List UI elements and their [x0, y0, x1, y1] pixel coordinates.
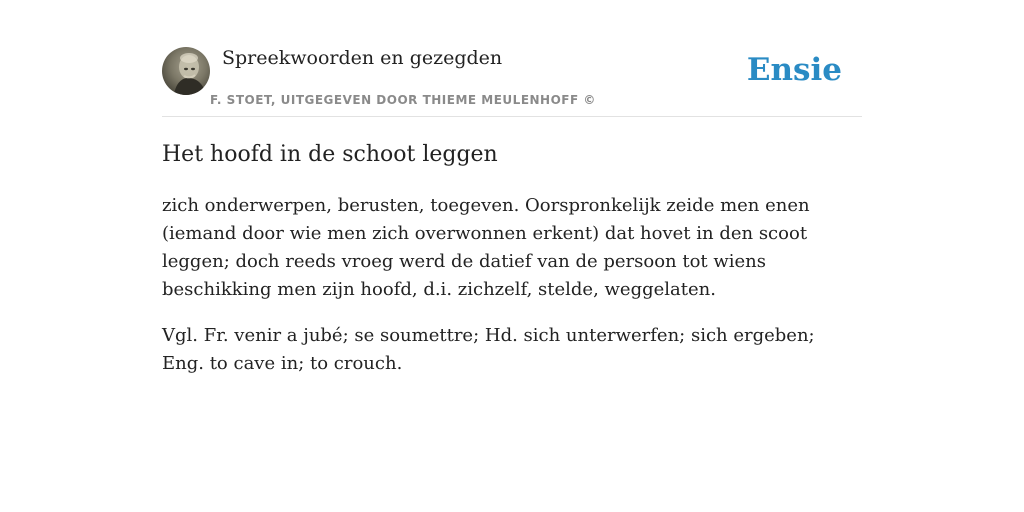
- brand-logo[interactable]: Ensie: [746, 52, 842, 88]
- entry-paragraph: zich onderwerpen, berusten, toegeven. Oorspronkelijk zeide men enen (iemand door wie men zich overwonnen erkent) dat hovet in den scoot leggen; doch reeds vroeg werd de datief van de persoon tot wiens beschikking men zijn hoofd, d.i. zichzelf, stelde, weggelaten.: [162, 195, 810, 300]
- entry-paragraph: Vgl. Fr. venir a jubé; se soumettre; Hd. sich unterwerfen; sich ergeben; Eng. to cave in; to crouch.: [162, 325, 815, 374]
- entry-title: Het hoofd in de schoot leggen: [162, 142, 498, 167]
- entry-body: [162, 192, 862, 396]
- source-header: [162, 46, 862, 117]
- source-credit: F. STOET, UITGEGEVEN DOOR THIEME MEULENHOFF ©: [210, 93, 596, 107]
- source-title[interactable]: Spreekwoorden en gezegden: [222, 47, 503, 69]
- author-portrait-icon: [162, 47, 210, 95]
- author-avatar: [162, 47, 210, 95]
